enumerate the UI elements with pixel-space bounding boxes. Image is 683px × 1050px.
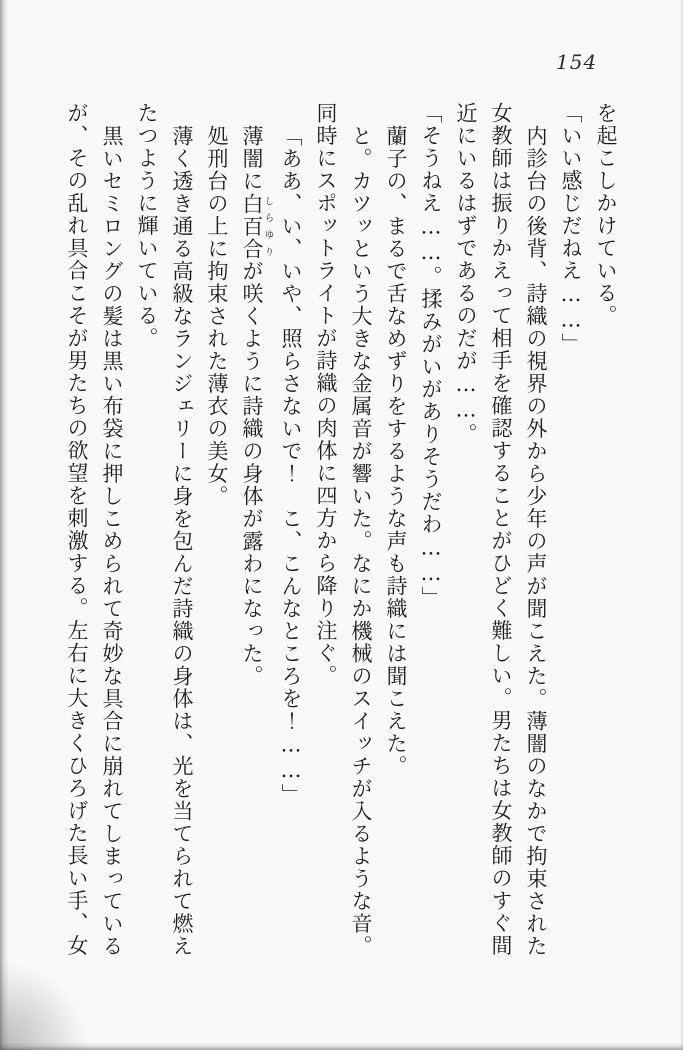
text-column: 女教師は振りかえって相手を確認することがひどく難しい。男たちは女教師のすぐ間: [489, 102, 513, 957]
text-column: を起こしかけている。: [594, 102, 618, 327]
page-edge-shadow-bottom: [0, 1042, 683, 1050]
text-column: と。カツッという大きな金属音が響いた。なにか機械のスイッチが入るような音。: [349, 125, 373, 958]
text-column: 近にいるはずであるのだが……。: [454, 102, 478, 446]
text-segment: 薄闇に: [240, 125, 264, 193]
text-column: が、その乱れ具合こそが男たちの欲望を刺激する。左右に大きくひろげた長い手、女: [65, 102, 89, 957]
text-column: 内診台の後背、詩織の視界の外から少年の声が聞こえた。薄闇のなかで拘束された: [524, 125, 548, 958]
furigana-ruby: [240, 192, 274, 261]
page-corner-shadow: [0, 960, 90, 1050]
text-column: [234, 102, 273, 960]
text-column: 黒いセミロングの髪は黒い布袋に押しこめられて奇妙な具合に崩れてしまっている: [100, 125, 124, 958]
ruby-base: 白百合: [240, 192, 264, 260]
text-column: 「ああ、い、いや、照らさないで！ こ、こんなところを！……」: [279, 125, 303, 806]
text-column: 同時にスポットライトが詩織の肉体に四方から降り注ぐ。: [314, 102, 338, 687]
text-column: 処刑台の上に拘束された薄衣の美女。: [205, 125, 229, 508]
page-number: 154: [556, 50, 598, 74]
text-column: 薄く透き通る高級なランジェリーに身を包んだ詩織の身体は、光を当てられて燃え: [170, 125, 194, 958]
text-column: たつように輝いている。: [135, 102, 159, 350]
body-text: [59, 102, 623, 960]
text-column: 蘭子の、まるで舌なめずりをするような声も詩織には聞こえた。: [384, 125, 408, 778]
text-column: 「いい感じだねえ……」: [559, 102, 583, 356]
page-edge-shadow-left: [0, 0, 9, 1050]
ruby-annotation: しらゆり: [262, 192, 274, 260]
text-segment: が咲くように詩織の身体が露わになった。: [240, 260, 264, 688]
text-column: 「そうねえ……。揉みがいがありそうだわ……」: [419, 102, 443, 609]
